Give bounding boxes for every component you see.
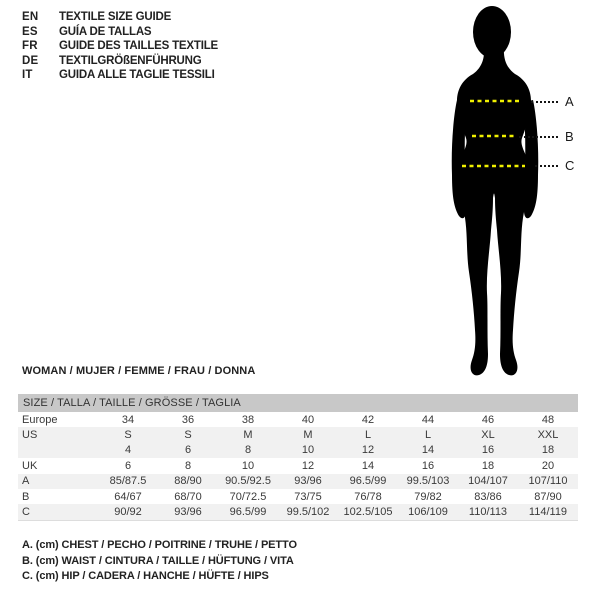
size-table-header: SIZE / TALLA / TAILLE / GRÖSSE / TAGLIA [18, 394, 578, 412]
size-value-cell: 34 [121, 413, 135, 426]
size-value-cell: 87/90 [534, 490, 562, 503]
measure-marker-a [531, 94, 574, 109]
size-value-cell: 12 [361, 444, 375, 457]
table-row [18, 443, 578, 458]
silhouette-body [457, 46, 531, 375]
size-value-cell: 14 [421, 444, 435, 457]
size-value-cell: 8 [184, 459, 192, 472]
marker-label: A [565, 94, 574, 109]
size-value-cell: 42 [361, 413, 375, 426]
size-value-cell: 107/110 [528, 475, 568, 488]
size-value-cell: L [424, 429, 432, 442]
size-value-cell: XL [481, 429, 495, 442]
size-value-cell: XXL [537, 429, 559, 442]
size-value-cell: 96.5/99 [349, 475, 387, 488]
table-row [18, 504, 578, 519]
size-value-cell: M [243, 429, 253, 442]
language-title: GUÍA DE TALLAS [59, 25, 152, 38]
size-value-cell: S [124, 429, 132, 442]
size-value-cell: 18 [481, 459, 495, 472]
size-value-cell: 12 [301, 459, 315, 472]
size-value-cell: 48 [541, 413, 555, 426]
size-value-cell: 36 [181, 413, 195, 426]
marker-dash-line [531, 101, 558, 103]
size-value-cell: 76/78 [354, 490, 382, 503]
language-title: TEXTILE SIZE GUIDE [59, 11, 172, 23]
size-table [18, 394, 578, 521]
legend-line: A. (cm) CHEST / PECHO / POITRINE / TRUHE / PETTO [22, 539, 297, 551]
size-value-cell: 10 [301, 444, 315, 457]
size-value-cell: 73/75 [294, 490, 322, 503]
section-title: WOMAN / MUJER / FEMME / FRAU / DONNA [22, 365, 256, 377]
size-value-cell: 102.5/105 [343, 506, 393, 519]
size-value-cell: 88/90 [174, 475, 202, 488]
size-value-cell: 90.5/92.5 [225, 475, 271, 488]
size-value-cell: 18 [541, 444, 555, 457]
row-label: UK [22, 459, 38, 472]
table-row [18, 427, 578, 442]
row-label: US [22, 429, 38, 442]
size-value-cell: M [303, 429, 313, 442]
size-value-cell: L [364, 429, 372, 442]
size-value-cell: 114/119 [528, 506, 568, 519]
size-value-cell: 64/67 [114, 490, 142, 503]
size-value-cell: 106/109 [408, 506, 448, 519]
language-code: FR [22, 40, 38, 52]
marker-dash-line [535, 165, 558, 167]
silhouette-left-arm [452, 100, 466, 218]
measure-marker-b [519, 129, 574, 144]
size-value-cell: 83/86 [474, 490, 502, 503]
size-value-cell: 85/87.5 [109, 475, 147, 488]
language-title: GUIDE DES TAILLES TEXTILE [59, 40, 218, 52]
language-title: GUIDA ALLE TAGLIE TESSILI [59, 69, 215, 81]
row-label: C [22, 506, 30, 519]
row-label: Europe [22, 413, 58, 426]
measurement-legend [22, 538, 297, 585]
size-value-cell: 99.5/103 [406, 475, 450, 488]
measure-marker-c [535, 158, 574, 173]
marker-label: C [565, 158, 575, 173]
size-value-cell: 8 [244, 444, 252, 457]
size-value-cell: 44 [421, 413, 435, 426]
size-value-cell: 96.5/99 [229, 506, 267, 519]
size-value-cell: 104/107 [468, 475, 508, 488]
marker-label: B [565, 129, 574, 144]
legend-line: B. (cm) WAIST / CINTURA / TAILLE / HÜFTUNG / VITA [22, 554, 294, 567]
size-value-cell: 10 [241, 459, 255, 472]
size-value-cell: 110/113 [468, 506, 508, 519]
marker-dash-line [519, 136, 558, 138]
row-label: B [22, 490, 30, 503]
language-title: TEXTILGRÖßENFÜHRUNG [59, 54, 202, 67]
size-value-cell: 6 [124, 459, 132, 472]
size-value-cell: 68/70 [174, 490, 202, 503]
size-value-cell: 90/92 [114, 506, 142, 519]
size-value-cell: 93/96 [174, 506, 202, 519]
size-value-cell: 99.5/102 [286, 506, 330, 519]
size-value-cell: 6 [184, 444, 192, 457]
size-value-cell: 46 [481, 413, 495, 426]
table-row [18, 474, 578, 489]
size-value-cell: 16 [481, 444, 495, 457]
size-value-cell: 14 [361, 459, 375, 472]
size-value-cell: 93/96 [294, 475, 322, 488]
size-value-cell: 40 [301, 413, 315, 426]
table-row [18, 412, 578, 427]
size-value-cell: 16 [421, 459, 435, 472]
language-code: DE [22, 54, 39, 67]
size-value-cell: 70/72.5 [229, 490, 267, 503]
woman-silhouette-icon [430, 0, 560, 382]
size-value-cell: 79/82 [414, 490, 442, 503]
table-row [18, 458, 578, 473]
size-value-cell: S [184, 429, 192, 442]
table-row [18, 489, 578, 504]
language-code: ES [22, 25, 38, 38]
size-value-cell: 38 [241, 413, 255, 426]
language-code: EN [22, 11, 39, 23]
language-code: IT [22, 69, 33, 81]
size-value-cell: 4 [124, 444, 132, 457]
legend-line: C. (cm) HIP / CADERA / HANCHE / HÜFTE / HIPS [22, 570, 269, 582]
row-label: A [22, 475, 30, 488]
size-value-cell: 20 [541, 459, 555, 472]
